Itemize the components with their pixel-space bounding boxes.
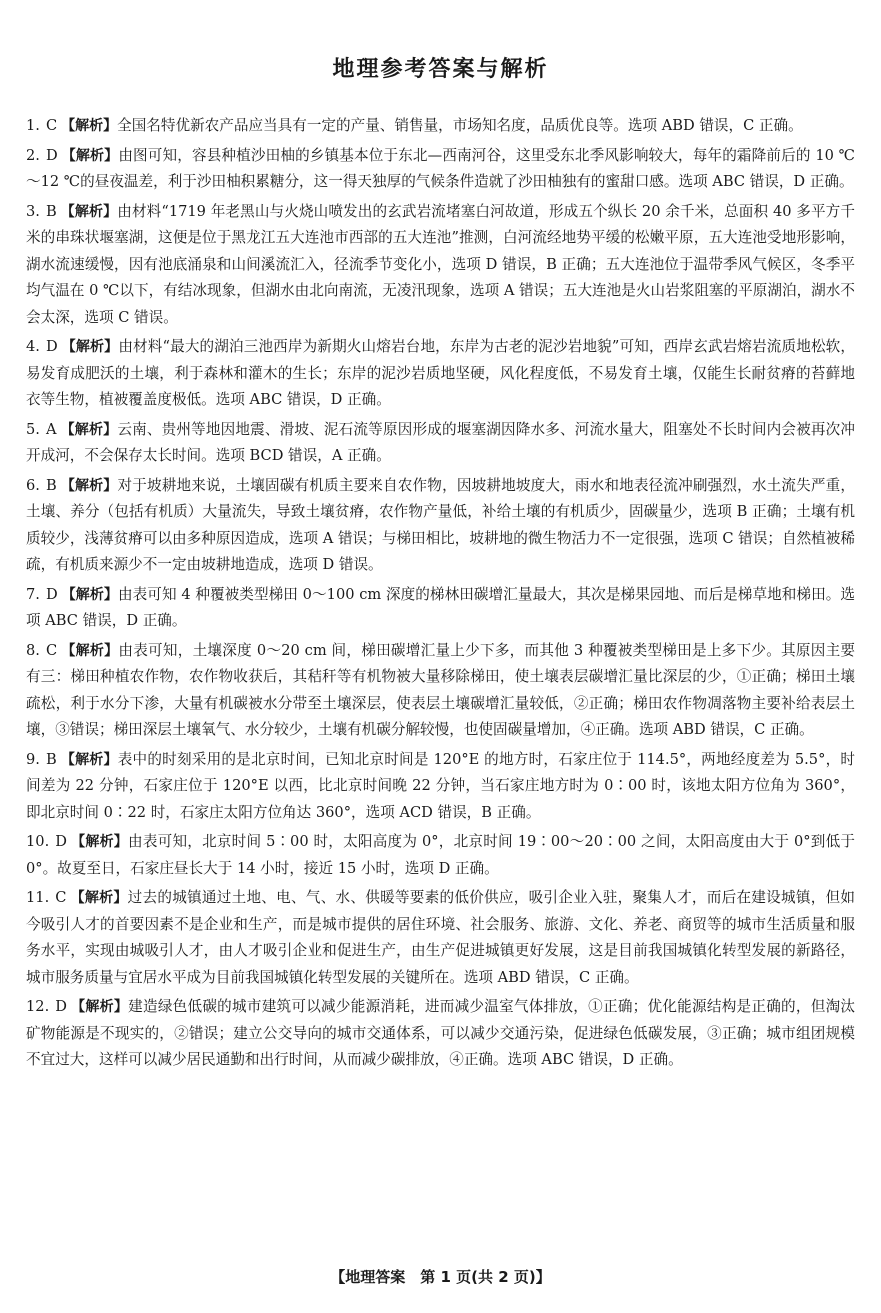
- answer-item: [26, 473, 855, 579]
- answer-letter: D: [45, 338, 58, 355]
- analysis-tag: 【解析】: [70, 999, 129, 1015]
- answer-item: [26, 417, 855, 470]
- answer-item: [26, 582, 855, 635]
- answer-paragraph: [26, 829, 855, 882]
- analysis-tag: 【解析】: [61, 339, 119, 355]
- analysis-tag: 【解析】: [60, 203, 118, 220]
- question-number: 4.: [26, 338, 40, 355]
- question-number: 7.: [26, 585, 40, 603]
- answer-paragraph: [26, 417, 855, 470]
- answer-letter: C: [45, 641, 58, 659]
- page-footer: 【地理答案 第 1 页(共 2 页)】: [330, 1268, 551, 1286]
- analysis-tag: 【解析】: [61, 147, 119, 164]
- answer-item: [26, 829, 855, 882]
- question-number: 5.: [26, 420, 40, 438]
- analysis-tag: 【解析】: [70, 890, 128, 906]
- analysis-text: 由材料“最大的湖泊三池西岸为新期火山熔岩台地，东岸为古老的泥沙岩地貌”可知，西岸玄武岩熔岩流质地松软，易发育成肥沃的土壤，利于森林和灌木的生长；东岸的泥沙岩质地坚硬，风化程度低，不易发育土壤，仅能生长耐贫瘠的苔藓地衣等生物，植被覆盖度极低。选项 ABC 错误，D 正确。: [26, 338, 855, 408]
- question-number: 1.: [26, 117, 40, 134]
- analysis-text: 由表可知，北京时间 5∶00 时，太阳高度为 0°，北京时间 19∶00～20∶00 之间，太阳高度由大于 0°到低于 0°。故夏至日，石家庄昼长大于 14 小时，接近 15 小时，选项 D 正确。: [26, 833, 856, 877]
- answer-list: [26, 113, 855, 1077]
- analysis-text: 建造绿色低碳的城市建筑可以减少能源消耗，进而减少温室气体排放，①正确；优化能源结构是正确的，但淘汰矿物能源是不现实的，②错误；建立公交导向的城市交通体系，可以减少交通污染，促进绿色低碳发展，③正确；城市组团规模不宜过大，这样可以减少居民通勤和出行时间，从而减少碳排放，④正确。选项 ABC 错误，D 正确。: [26, 998, 855, 1068]
- analysis-text: 由表可知 4 种覆被类型梯田 0～100 cm 深度的梯林田碳增汇量最大，其次是梯果园地、而后是梯草地和梯田。选项 ABC 错误，D 正确。: [26, 585, 856, 629]
- answer-item: [26, 638, 855, 744]
- analysis-text: 由材料“1719 年老黑山与火烧山喷发出的玄武岩流堵塞白河故道，形成五个纵长 20 余千米，总面积 40 多平方千米的串珠状堰塞湖，这便是位于黑龙江五大连池市西部的五大连池”推测，白河流经地势平缓的松嫩平原，五大连池受地形影响，湖水流速缓慢，因有池底涌泉和山间溪流汇入，径流季节变化小，选项 D 错误，B 正确；五大连池位于温带季风气候区，冬季平均气温在 0 ℃以下，有结冰现象，但湖水由北向南流，无凌汛现象，选项 A 错误；五大连池是火山岩浆阻塞的平原湖泊，湖水不会太深，选项 C 错误。: [26, 202, 855, 326]
- answer-paragraph: [26, 113, 855, 140]
- answer-letter: C: [45, 117, 58, 134]
- analysis-text: 由图可知，容县种植沙田柚的乡镇基本位于东北—西南河谷，这里受东北季风影响较大，每年的霜降前后的 10 ℃～12 ℃的昼夜温差，利于沙田柚积累糖分，这一得天独厚的气候条件造就了沙田柚独有的蜜甜口感。选项 ABC 错误，D 正确。: [26, 146, 856, 190]
- analysis-tag: 【解析】: [61, 586, 118, 603]
- analysis-tag: 【解析】: [61, 642, 119, 659]
- answer-paragraph: [26, 638, 855, 744]
- analysis-text: 对于坡耕地来说，土壤固碳有机质主要来自农作物，因坡耕地坡度大，雨水和地表径流冲刷强烈，水土流失严重，土壤、养分（包括有机质）大量流失，导致土壤贫瘠，农作物产量低，补给土壤的有机质少，固碳量少，选项 B 正确；土壤有机质较少，浅薄贫瘠可以由多种原因造成，选项 A 错误；与梯田相比，坡耕地的微生物活力不一定很强，选项 C 错误；自然植被稀疏，有机质来源少不一定由坡耕地造成，选项 D 错误。: [26, 476, 856, 573]
- analysis-text: 全国名特优新农产品应当具有一定的产量、销售量，市场知名度，品质优良等。选项 ABD 错误，C 正确。: [117, 117, 803, 134]
- answer-letter: D: [45, 146, 58, 164]
- answer-paragraph: [26, 885, 855, 991]
- answer-letter: C: [55, 889, 67, 906]
- answer-letter: D: [45, 585, 58, 603]
- answer-item: [26, 747, 855, 827]
- answer-item: [26, 143, 855, 196]
- answer-item: [26, 334, 855, 414]
- question-number: 3.: [26, 202, 40, 220]
- answer-item: [26, 113, 855, 140]
- page-title: 地理参考答案与解析: [332, 57, 549, 82]
- analysis-tag: 【解析】: [60, 477, 118, 494]
- answer-item: [26, 199, 855, 332]
- question-number: 8.: [26, 641, 40, 659]
- analysis-text: 过去的城镇通过土地、电、气、水、供暖等要素的低价供应，吸引企业入驻，聚集人才，而后在建设城镇，但如今吸引人才的首要因素不是企业和生产，而是城市提供的居住环境、社会服务、旅游、文化、养老、商贸等的城市生活质量和服务水平，实现由城吸引人才，由人才吸引企业和促进生产，由生产促进城镇更好发展，这是目前我国城镇化转型发展的新路径，城市服务质量与宜居水平成为目前我国城镇化转型发展的关键所在。选项 ABD 错误，C 正确。: [26, 889, 855, 986]
- analysis-text: 由表可知，土壤深度 0～20 cm 间，梯田碳增汇量上少下多，而其他 3 种覆被类型梯田是上多下少。其原因主要有三：梯田种植农作物，农作物收获后，其秸秆等有机物被大量移除梯田，使土壤表层碳增汇量比深层的少，①正确；梯田土壤疏松，利于水分下渗，大量有机碳被水分带至土壤深层，使表层土壤碳增汇量较低，②正确；梯田农作物凋落物主要补给表层土壤，③错误；梯田深层土壤氧气、水分较少，土壤有机碳分解较慢，也使固碳量增加，④正确。选项 ABD 错误，C 正确。: [26, 641, 855, 738]
- answer-letter: B: [45, 202, 57, 220]
- answer-paragraph: [26, 582, 855, 635]
- answer-letter: B: [45, 750, 57, 768]
- answer-letter: A: [45, 420, 57, 438]
- answer-item: [26, 885, 855, 991]
- question-number: 10.: [26, 833, 50, 850]
- answer-paragraph: [26, 199, 855, 332]
- answer-letter: D: [55, 998, 67, 1015]
- answer-paragraph: [26, 473, 855, 579]
- question-number: 9.: [26, 750, 40, 768]
- analysis-tag: 【解析】: [61, 118, 118, 134]
- answer-paragraph: [26, 994, 855, 1074]
- question-number: 12.: [26, 998, 50, 1015]
- question-number: 6.: [26, 476, 40, 494]
- analysis-text: 云南、贵州等地因地震、滑坡、泥石流等原因形成的堰塞湖因降水多、河流水量大，阻塞处不长时间内会被再次冲开成河，不会保存太长时间。选项 BCD 错误，A 正确。: [26, 420, 856, 464]
- analysis-text: 表中的时刻采用的是北京时间，已知北京时间是 120°E 的地方时，石家庄位于 114.5°，两地经度差为 5.5°，时间差为 22 分钟，石家庄位于 120°E 以西，比北京时间晚 22 分钟，当石家庄地方时为 0∶00 时，该地太阳方位角为 360°，即北京时间 0∶22 时，石家庄太阳方位角达 360°，选项 ACD 错误，B 正确。: [26, 750, 855, 821]
- analysis-tag: 【解析】: [60, 751, 118, 768]
- answer-paragraph: [26, 747, 855, 827]
- answer-paragraph: [26, 143, 855, 196]
- analysis-tag: 【解析】: [70, 834, 129, 850]
- question-number: 11.: [26, 889, 50, 906]
- answer-paragraph: [26, 334, 855, 414]
- analysis-tag: 【解析】: [60, 421, 118, 438]
- answer-item: [26, 994, 855, 1074]
- question-number: 2.: [26, 146, 40, 164]
- answer-letter: D: [55, 833, 67, 850]
- answer-letter: B: [45, 476, 57, 494]
